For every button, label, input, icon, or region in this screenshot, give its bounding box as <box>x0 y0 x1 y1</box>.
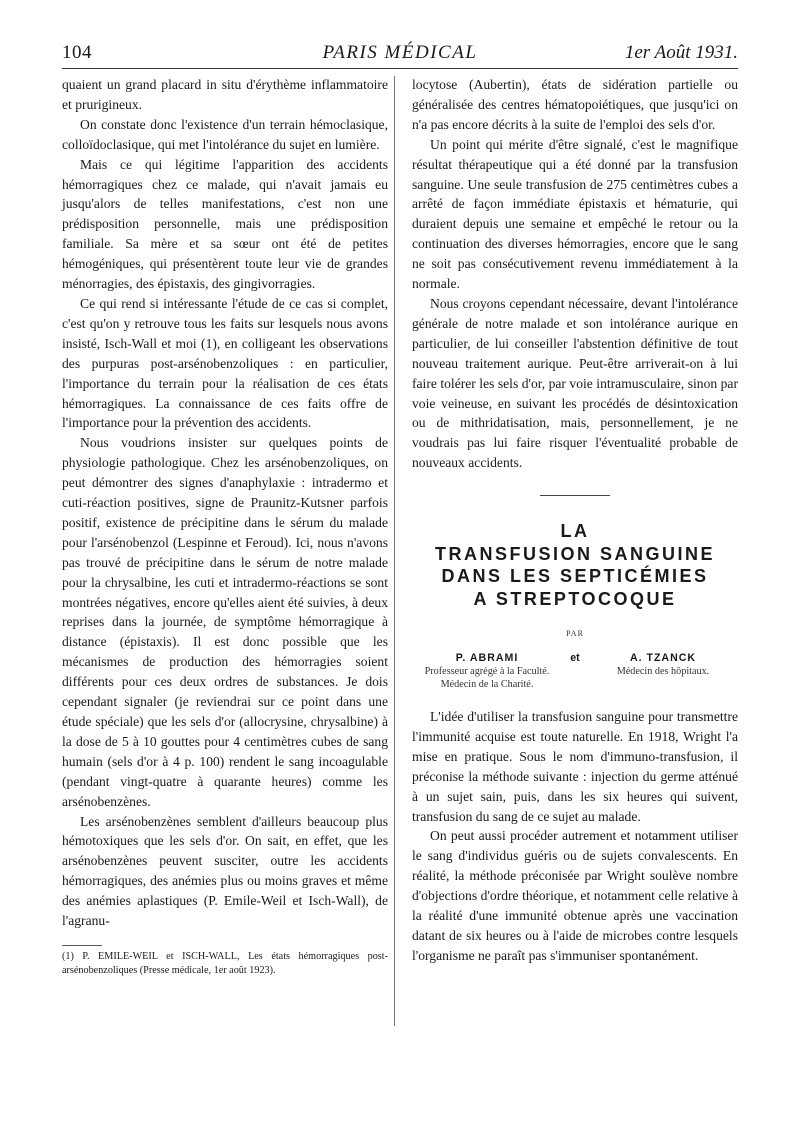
paragraph: quaient un grand placard in situ d'érythème inflammatoire et prurigineux. <box>62 77 388 112</box>
authors <box>412 652 738 691</box>
author-name: P. ABRAMI <box>455 652 519 665</box>
article-body <box>412 707 738 966</box>
left-column <box>62 75 388 978</box>
author-tzanck <box>588 652 738 691</box>
author-abrami <box>412 652 562 691</box>
right-column <box>412 75 738 966</box>
paragraph: On peut aussi procéder autrement et notamment utiliser le sang d'individus guéris ou de sujets convalescents. En réalité, la méthode préconisée par Wright soulève nombre d'objections d'ordre théorique, et notamment celle relative à la réalité d'une immunité obtenue après une vaccination datant de six heures ou à l'aide de microbes contre lesquels l'organisme ne paraît pas s'immuniser spontanément. <box>412 828 738 963</box>
footnote-rule <box>62 945 102 946</box>
paragraph: locytose (Aubertin), états de sidération partielle ou généralisée des centres hématopoiétiques, que jusqu'ici on n'a pas encore décrits à la suite de l'emploi des sels d'or. <box>412 77 738 132</box>
title-line: A STREPTOCOQUE <box>473 588 677 609</box>
byline-par: PAR <box>566 629 584 639</box>
paragraph: Nous voudrions insister sur quelques points de physiologie pathologique. Chez les arsénobenzoliques, on peut démontrer des signes d'anaphylaxie : intradermo et cuti-réaction positives, signe de Praunitz-Kutsner parfois positif, existence de précipitine dans le sérum du malade pour l'arsénobenzol (Lespinne et Feroud). Ici, nous n'avons pas trouvé de précipitine dans le sérum de notre malade pour la chrysalbine, les cuti et intradermo-réactions se sont montrées négatives, encore qu'elles aient été suivies, à deux reprises dans la journée, de symptôme hémorragique à distance (épistaxis). Il est donc possible que les mécanismes de production des hémorragies soient différents pour ces deux ordres de substances. Je dois cependant signaler (je reviendrai sur ce point dans une étude spéciale) que les sels d'or (allocrysine, chrysalbine) à la dose de 5 à 10 gouttes pour 4 centimètres cubes de sang humain (sels d'or à 4 p. 100) rendent le sang incoagulable (pendant vingt-quatre à quarante heures) comme les arsénobenzènes. <box>62 435 388 809</box>
author-role: Professeur agrégé à la Faculté. <box>424 666 550 678</box>
title-line: TRANSFUSION SANGUINE <box>434 543 715 564</box>
paragraph: L'idée d'utiliser la transfusion sanguine pour transmettre l'immunité acquise est toute naturelle. En 1918, Wright l'a mise en pratique. Sous le nom d'immuno-transfusion, il préconise la méthode suivante : injection du germe atténué à un sujet sain, puis, dans les six heures qui suivent, transfusion du sang de ce sujet au malade. <box>412 709 738 824</box>
paragraph: Un point qui mérite d'être signalé, c'est le magnifique résultat thérapeutique qui a été donné par la transfusion sanguine. Une seule transfusion de 275 centimètres cubes a arrêté de façon immédiate épistaxis et hématurie, qui duraient depuis une semaine et empêché le retour ou la continuation des diverses hémorragies, encore que le sang ne soit pas consécutivement revenu immédiatement à la normale. <box>412 136 738 292</box>
article-title <box>412 520 738 610</box>
author-role: Médecin des hôpitaux. <box>616 666 710 678</box>
author-role: Médecin de la Charité. <box>440 679 534 691</box>
paragraph: Les arsénobenzènes semblent d'ailleurs beaucoup plus hémotoxiques que les sels d'or. On sait, en effet, que les arsénobenzènes peuvent susciter, outre les accidents hémorragiques, des anémies plus ou moins graves et même des anémies aplastiques (P. Emile-Weil et Isch-Wall), de l'agranu- <box>62 813 388 929</box>
paragraph: Ce qui rend si intéressante l'étude de ce cas si complet, c'est qu'on y retrouve tous les faits sur lesquels nous avons insisté, Isch-Wall et moi (1), en colligeant les observations des purpuras post-arsénobenzoliques : en particulier, l'importance du terrain pour la réalisation de ces états hémorragiques. La connaissance de ces faits offre de l'importance pour la prévention des accidents. <box>62 295 388 431</box>
title-line: DANS LES SEPTICÉMIES <box>441 566 709 587</box>
author-name: A. TZANCK <box>629 652 697 665</box>
paragraph: Mais ce qui légitime l'apparition des accidents hémorragiques chez ce malade, qui n'avait jamais eu jusqu'alors de telles manifestations, c'est non une prédisposition personnelle, mais une prédisposition familiale. Sa mère et sa sœur ont été de petites hémogéniques, qui présentèrent toute leur vie de grandes ménorragies, des épistaxis, des gingivorragies. <box>62 156 388 292</box>
footnote: (1) P. EMILE-WEIL et ISCH-WALL, Les états hémorragiques post-arsénobenzoliques (Presse médicale, 1er août 1923). <box>62 950 388 976</box>
journal-title: PARIS MÉDICAL <box>322 42 478 63</box>
running-header <box>62 36 738 69</box>
title-line: LA <box>560 521 590 542</box>
paragraph: On constate donc l'existence d'un terrain hémoclasique, colloïdoclasique, qui met l'intolérance du sujet en lumière. <box>62 116 388 152</box>
issue-date: 1er Août 1931. <box>624 42 738 63</box>
paragraph: Nous croyons cependant nécessaire, devant l'intolérance générale de notre malade et son intolérance aurique en particulier, de lui conseiller l'abstention définitive de tout nouveau traitement aurique. Peut-être arriverait-on à lui faire tolérer les sels d'or, par voie intramusculaire, sinon par voie veineuse, en suivant les procédés de désintoxication ou de mithridatisation, mais, personnellement, je ne voudrais pas lui faire risquer l'éventualité probable de nouveaux accidents. <box>412 295 738 471</box>
author-conjunction: et <box>570 652 580 665</box>
page-number: 104 <box>62 42 92 63</box>
column-divider <box>394 76 395 1026</box>
section-separator <box>540 495 610 496</box>
